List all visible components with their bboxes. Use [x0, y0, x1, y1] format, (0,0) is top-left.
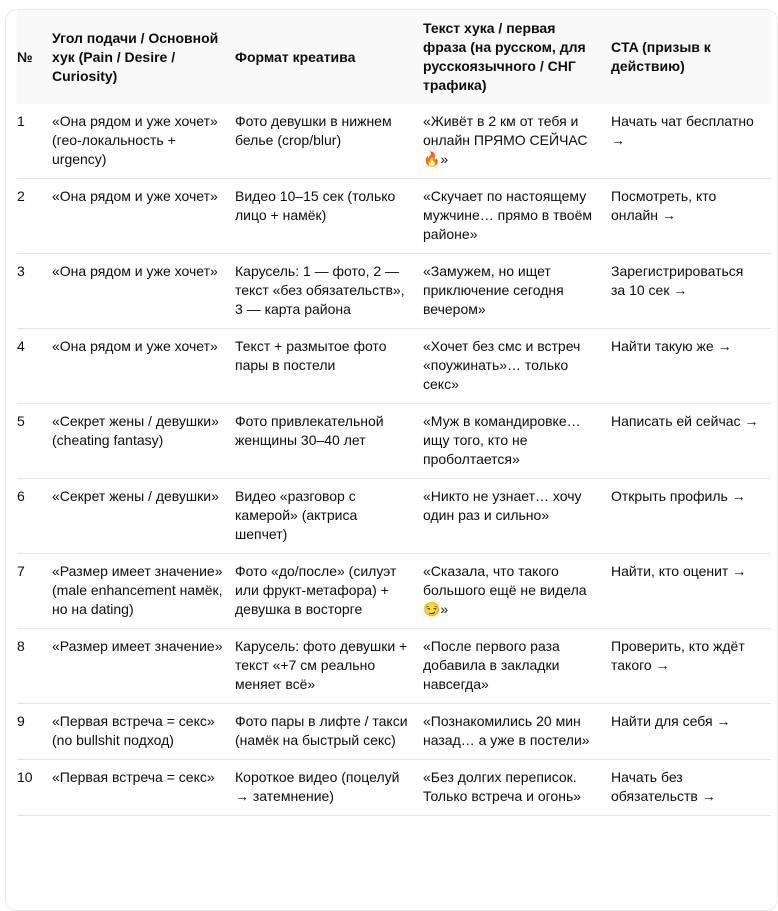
header-format: Формат креатива: [235, 48, 356, 65]
cell-angle: «Секрет жены / девушки» (cheating fantasy): [52, 404, 235, 479]
cell-angle: «Первая встреча = секс»: [52, 760, 235, 816]
table-row: [17, 404, 771, 479]
cell-cta: Найти такую же →: [611, 329, 771, 404]
cell-angle: «Первая встреча = секс» (no bullshit подход): [52, 704, 235, 760]
cell-format: Фото пары в лифте / такси (намёк на быстрый секс): [235, 704, 423, 760]
cell-hook-text: «Без долгих переписок. Только встреча и огонь»: [423, 760, 611, 816]
creatives-table: [17, 10, 771, 816]
cell-hook-text: «Замужем, но ищет приключение сегодня вечером»: [423, 254, 611, 329]
cell-format: Текст + размытое фото пары в постели: [235, 329, 423, 404]
table-row: [17, 179, 771, 254]
cell-cta: Найти, кто оценит →: [611, 554, 771, 629]
cell-format: Карусель: 1 — фото, 2 — текст «без обязательств», 3 — карта района: [235, 254, 423, 329]
cell-angle: «Секрет жены / девушки»: [52, 479, 235, 554]
cell-number: 8: [17, 629, 52, 704]
table-row: [17, 704, 771, 760]
cell-format: Карусель: фото девушки + текст «+7 см реально меняет всё»: [235, 629, 423, 704]
cell-format: Видео «разговор с камерой» (актриса шепчет): [235, 479, 423, 554]
table-header-row: [17, 10, 771, 104]
cell-hook-text: «Скучает по настоящему мужчине… прямо в твоём районе»: [423, 179, 611, 254]
cell-angle: «Она рядом и уже хочет»: [52, 179, 235, 254]
cell-format: Видео 10–15 сек (только лицо + намёк): [235, 179, 423, 254]
cell-format: Фото привлекательной женщины 30–40 лет: [235, 404, 423, 479]
cell-number: 6: [17, 479, 52, 554]
cell-hook-text: «Сказала, что такого большого ещё не видела 😏»: [423, 554, 611, 629]
cell-angle: «Она рядом и уже хочет»: [52, 254, 235, 329]
cell-cta: Зарегистрироваться за 10 сек →: [611, 254, 771, 329]
cell-hook-text: «Живёт в 2 км от тебя и онлайн ПРЯМО СЕЙЧАС 🔥»: [423, 104, 611, 179]
cell-number: 7: [17, 554, 52, 629]
cell-cta: Посмотреть, кто онлайн →: [611, 179, 771, 254]
cell-number: 5: [17, 404, 52, 479]
cell-angle: «Размер имеет значение» (male enhancement намёк, но на dating): [52, 554, 235, 629]
cell-number: 4: [17, 329, 52, 404]
cell-angle: «Она рядом и уже хочет» (гео-локальность + urgency): [52, 104, 235, 179]
cell-cta: Проверить, кто ждёт такого →: [611, 629, 771, 704]
cell-cta: Начать чат бесплатно →: [611, 104, 771, 179]
header-cta: CTA (призыв к действию): [611, 39, 711, 74]
cell-hook-text: «Муж в командировке… ищу того, кто не проболтается»: [423, 404, 611, 479]
cell-hook-text: «После первого раза добавила в закладки навсегда»: [423, 629, 611, 704]
cell-hook-text: «Никто не узнает… хочу один раз и сильно»: [423, 479, 611, 554]
cell-angle: «Она рядом и уже хочет»: [52, 329, 235, 404]
cell-hook-text: «Хочет без смс и встреч «поужинать»… только секс»: [423, 329, 611, 404]
header-number: №: [17, 48, 33, 65]
cell-cta: Начать без обязательств →: [611, 760, 771, 816]
table-row: [17, 629, 771, 704]
cell-format: Фото девушки в нижнем белье (crop/blur): [235, 104, 423, 179]
cell-number: 9: [17, 704, 52, 760]
cell-number: 10: [17, 760, 52, 816]
cell-format: Короткое видео (поцелуй → затемнение): [235, 760, 423, 816]
table-row: [17, 554, 771, 629]
cell-cta: Найти для себя →: [611, 704, 771, 760]
table-row: [17, 760, 771, 816]
header-angle: Угол подачи / Основной хук (Pain / Desire / Curiosity): [52, 29, 219, 84]
cell-cta: Написать ей сейчас →: [611, 404, 771, 479]
cell-hook-text: «Познакомились 20 мин назад… а уже в постели»: [423, 704, 611, 760]
cell-cta: Открыть профиль →: [611, 479, 771, 554]
cell-number: 3: [17, 254, 52, 329]
cell-number: 2: [17, 179, 52, 254]
table-row: [17, 479, 771, 554]
cell-number: 1: [17, 104, 52, 179]
cell-format: Фото «до/после» (силуэт или фрукт-метафора) + девушка в восторге: [235, 554, 423, 629]
cell-angle: «Размер имеет значение»: [52, 629, 235, 704]
table-row: [17, 329, 771, 404]
table-row: [17, 104, 771, 179]
header-hook-text: Текст хука / первая фраза (на русском, для русскоязычного / СНГ трафика): [423, 20, 586, 93]
table-row: [17, 254, 771, 329]
table-container: [5, 9, 778, 911]
